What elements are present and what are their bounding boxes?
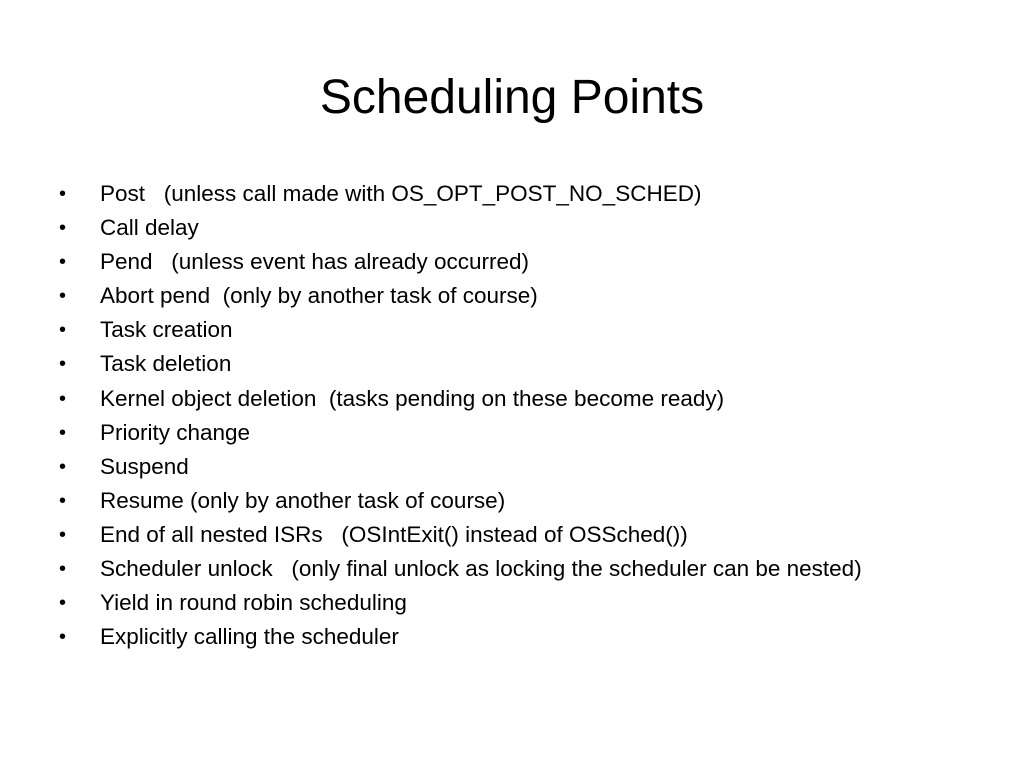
bullet-text: Pend (unless event has already occurred) [100,249,529,275]
bullet-icon: • [59,251,67,274]
bullet-text: Priority change [100,419,251,445]
slide-title: Scheduling Points [319,71,705,124]
bullet-item [56,552,1006,586]
bullet-text: Abort pend (only by another task of course) [100,283,538,309]
bullet-icon: • [59,387,67,410]
bullet-text: Suspend [100,453,189,479]
bullet-text: Yield in round robin scheduling [100,590,407,616]
bullet-text: Task creation [100,317,233,343]
bullet-item [56,313,1006,347]
bullet-icon: • [59,592,67,615]
bullet-text: Resume (only by another task of course) [100,487,506,513]
bullet-item [56,620,1006,654]
bullet-icon: • [59,217,67,240]
bullet-text: Task deletion [100,351,232,377]
bullet-item [56,518,1006,552]
bullet-icon: • [59,626,67,649]
bullet-item [56,382,1006,416]
bullet-item [56,416,1006,450]
bullet-icon: • [59,455,67,478]
bullet-icon: • [59,558,67,581]
bullet-item [56,177,1006,211]
bullet-icon: • [59,421,67,444]
bullet-item [56,347,1006,381]
bullet-text: Post (unless call made with OS_OPT_POST_NO_SCHED) [100,181,702,206]
bullet-icon: • [59,489,67,512]
bullet-text: End of all nested ISRs (OSIntExit() instead of OSSched()) [100,521,688,547]
bullet-item [56,211,1006,245]
bullet-text: Scheduler unlock (only final unlock as locking the scheduler can be nested) [100,556,862,582]
bullet-icon: • [59,285,67,308]
bullet-item [56,450,1006,484]
bullet-item [56,245,1006,279]
bullet-icon: • [59,353,67,376]
bullet-text: Call delay [100,215,199,241]
bullet-icon: • [59,183,67,205]
bullet-item [56,586,1006,620]
bullet-icon: • [59,319,67,342]
bullet-list [56,177,1006,654]
bullet-icon: • [59,523,67,546]
bullet-text: Kernel object deletion (tasks pending on these become ready) [100,385,725,411]
bullet-text: Explicitly calling the scheduler [100,624,399,650]
bullet-item [56,279,1006,313]
bullet-item [56,484,1006,518]
